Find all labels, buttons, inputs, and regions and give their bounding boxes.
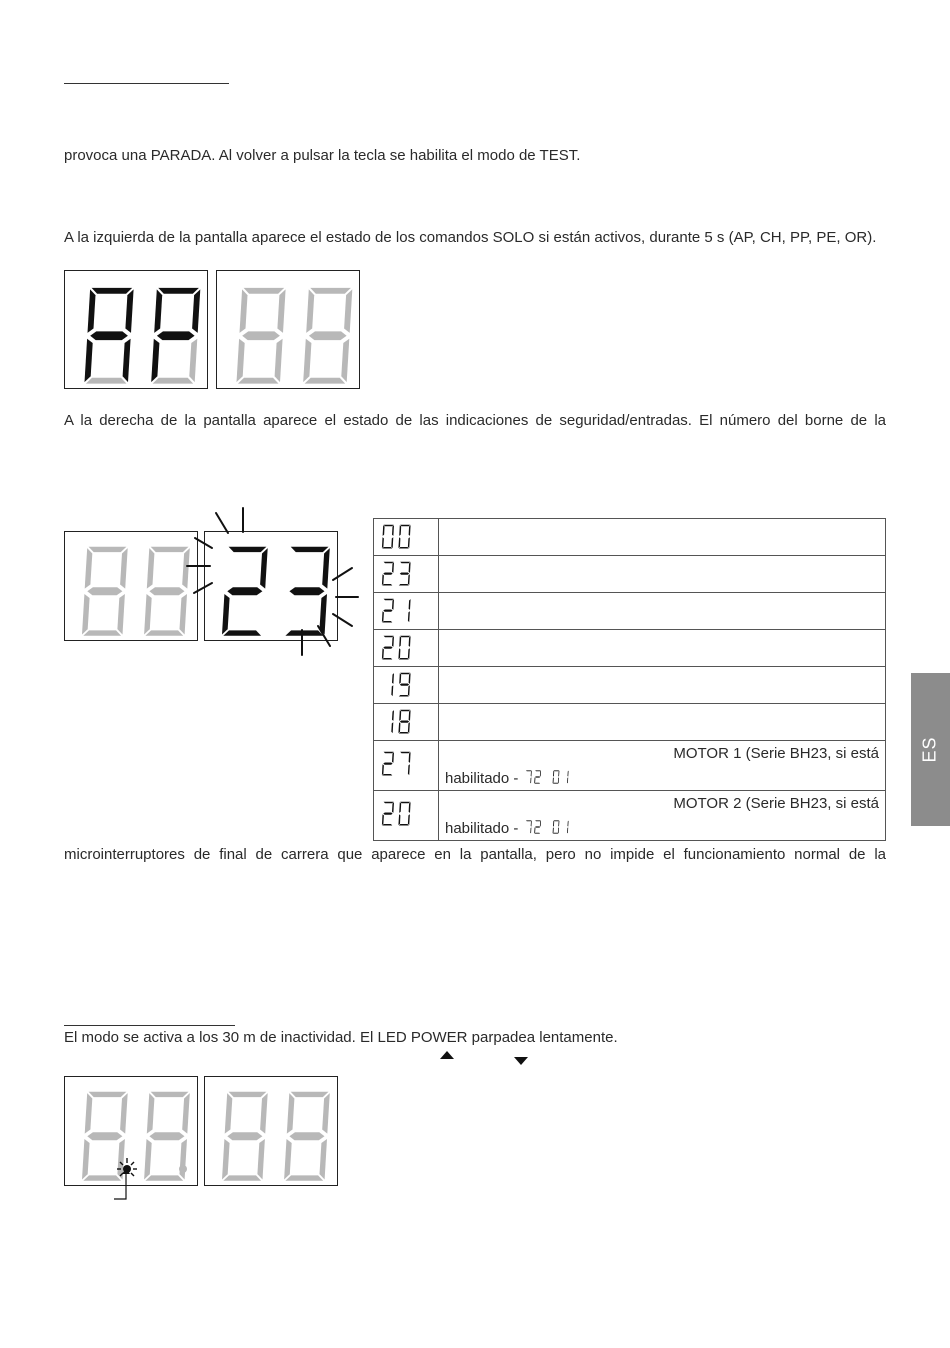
seven-segment-code-icon — [374, 519, 438, 550]
description-cell — [439, 556, 886, 593]
motor-description: MOTOR 1 (Serie BH23, si está — [673, 745, 879, 762]
paragraph-safety-status: A la derecha de la pantalla aparece el estado de las indicaciones de seguridad/entradas. El número del borne de la — [64, 412, 886, 429]
language-tab — [911, 673, 950, 826]
display-right-23 — [204, 531, 338, 641]
table-row — [374, 556, 886, 593]
codes-table — [373, 518, 886, 841]
code-cell — [374, 593, 439, 630]
seven-segment-code-icon — [374, 704, 438, 735]
seven-segment-display-icon — [205, 532, 337, 640]
table-row — [374, 741, 886, 791]
paragraph-limit-switches: microinterruptores de final de carrera que aparece en la pantalla, pero no impide el funcionamiento normal de la — [64, 846, 886, 863]
table-row — [374, 704, 886, 741]
seven-segment-code-icon — [374, 791, 438, 835]
top-rule — [64, 83, 229, 84]
table-row — [374, 593, 886, 630]
description-cell — [439, 667, 886, 704]
seven-segment-code-icon — [374, 593, 438, 624]
code-cell — [374, 741, 439, 791]
description-cell — [439, 519, 886, 556]
paragraph-sleep-mode: El modo se activa a los 30 m de inactividad. El LED POWER parpadea lentamente. — [64, 1029, 618, 1046]
display-left-ap — [64, 270, 208, 389]
seven-segment-inline-icon — [523, 819, 581, 835]
enabled-note — [445, 769, 581, 787]
code-cell — [374, 791, 439, 841]
table-row — [374, 791, 886, 841]
arrow-down-icon — [514, 1057, 528, 1065]
motor-description: MOTOR 2 (Serie BH23, si está — [673, 795, 879, 812]
enabled-note-text: habilitado - — [445, 770, 523, 787]
code-cell — [374, 519, 439, 556]
language-tab-label: ES — [919, 736, 940, 763]
display-sleep-left — [64, 1076, 198, 1186]
display-left-blank — [64, 531, 198, 641]
description-cell — [439, 593, 886, 630]
table-row — [374, 667, 886, 704]
seven-segment-display-icon — [205, 1077, 337, 1185]
seven-segment-code-icon — [374, 667, 438, 698]
paragraph-commands-status: A la izquierda de la pantalla aparece el estado de los comandos SOLO si están activos, durante 5 s (AP, CH, PP, PE, OR). — [64, 229, 877, 246]
code-cell — [374, 556, 439, 593]
decimal-point-icon — [65, 1077, 197, 1185]
description-cell — [439, 741, 886, 791]
section-rule — [64, 1025, 235, 1026]
paragraph-test-mode: provoca una PARADA. Al volver a pulsar la tecla se habilita el modo de TEST. — [64, 147, 581, 164]
seven-segment-code-icon — [374, 741, 438, 785]
enabled-note-text: habilitado - — [445, 820, 523, 837]
code-cell — [374, 667, 439, 704]
enabled-note — [445, 819, 581, 837]
code-cell — [374, 630, 439, 667]
description-cell — [439, 630, 886, 667]
seven-segment-code-icon — [374, 630, 438, 661]
description-cell — [439, 704, 886, 741]
display-sleep-right — [204, 1076, 338, 1186]
arrow-up-icon — [440, 1051, 454, 1059]
seven-segment-inline-icon — [523, 769, 581, 785]
seven-segment-display-icon — [65, 271, 207, 388]
table-row — [374, 630, 886, 667]
code-cell — [374, 704, 439, 741]
seven-segment-display-icon — [217, 271, 359, 388]
seven-segment-code-icon — [374, 556, 438, 587]
seven-segment-display-icon — [65, 532, 197, 640]
display-right-blank — [216, 270, 360, 389]
description-cell — [439, 791, 886, 841]
table-row — [374, 519, 886, 556]
